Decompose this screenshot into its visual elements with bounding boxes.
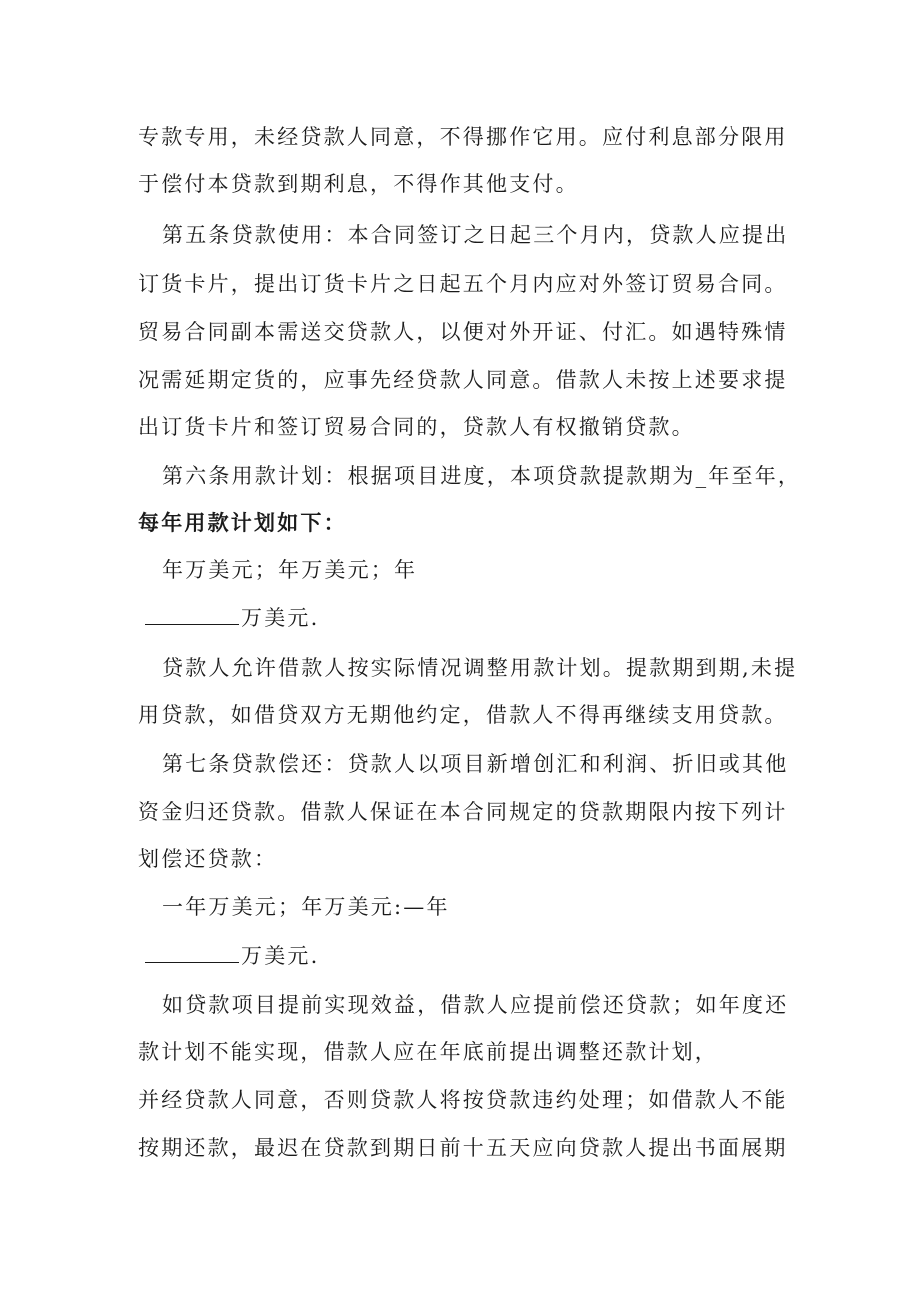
text-line: 贸易合同副本需送交贷款人，以便对外开证、付汇。如遇特殊情 <box>138 320 788 344</box>
text-line: 按期还款，最迟在贷款到期日前十五天应向贷款人提出书面展期 <box>138 1136 788 1160</box>
text-line: 况需延期定货的，应事先经贷款人同意。借款人未按上述要求提 <box>138 368 788 392</box>
blank-amount-line <box>145 604 319 632</box>
text-line: 用贷款，如借贷双方无期他约定，借款人不得再继续支用贷款。 <box>138 703 788 727</box>
fill-in-blank <box>145 606 239 625</box>
text-line: 资金归还贷款。借款人保证在本合同规定的贷款期限内按下列计 <box>138 800 788 824</box>
text-line: 划偿还贷款： <box>138 847 278 871</box>
text-line: 专款专用，未经贷款人同意，不得挪作它用。应付利息部分限用 <box>138 125 788 149</box>
text-line: 如贷款项目提前实现效益，借款人应提前偿还贷款；如年度还 <box>162 993 789 1017</box>
amount-unit: 万美元. <box>241 606 320 630</box>
text-line: 每年用款计划如下： <box>138 510 347 535</box>
text-line: 订货卡片，提出订货卡片之日起五个月内应对外签订贸易合同。 <box>138 272 788 296</box>
text-line: 第六条用款计划：根据项目进度，本项贷款提款期为_年至年， <box>162 464 802 488</box>
text-line: 出订货卡片和签订贸易合同的，贷款人有权撤销贷款。 <box>138 415 695 439</box>
amount-unit: 万美元. <box>241 944 320 968</box>
text-line: 款计划不能实现，借款人应在年底前提出调整还款计划， <box>138 1040 718 1064</box>
text-line: 贷款人允许借款人按实际情况调整用款计划。提款期到期,未提 <box>162 656 798 680</box>
blank-amount-line <box>145 942 319 970</box>
text-line: 并经贷款人同意，否则贷款人将按贷款违约处理；如借款人不能 <box>138 1088 788 1112</box>
text-line: 第五条贷款使用：本合同签订之日起三个月内，贷款人应提出 <box>162 223 789 247</box>
text-line: 年万美元；年万美元；年 <box>162 558 418 582</box>
text-line: 第七条贷款偿还：贷款人以项目新增创汇和利润、折旧或其他 <box>162 752 789 776</box>
fill-in-blank <box>145 944 239 963</box>
text-line: 一年万美元；年万美元:—年 <box>162 895 450 919</box>
text-line: 于偿付本贷款到期利息，不得作其他支付。 <box>138 172 579 196</box>
